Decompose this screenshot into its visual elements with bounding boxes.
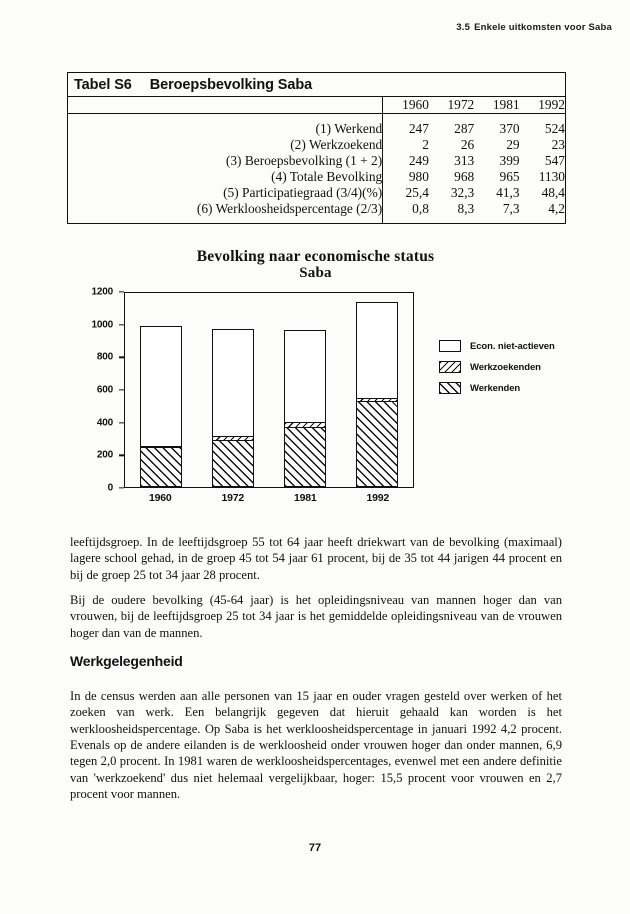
cell-werkloosheidspercentage-1960: 0,8 [412, 201, 429, 216]
cell-werkloosheidspercentage-1992: 4,2 [548, 201, 565, 216]
y-tick-0: 0 [107, 482, 113, 494]
section-heading-werkgelegenheid: Werkgelegenheid [70, 653, 183, 669]
paragraph-employment: In de census werden aan alle personen van 15 jaar en ouder vragen gesteld over werken of het zoeken van werk. Een belangrijk gegeven dat hieruit gehaald kan worden is het werkloosheidspercentage. Op Saba is het werkloosheidspercentage in januari 1992 4,2 procent. Evenals op de andere eilanden is de werkloosheid onder vrouwen hoger dan onder mannen, 6,9 tegen 2,0 procent. In 1981 waren de werkloosheidspercentages, evenwel met een andere definitie van 'werkzoekend' dus niet helemaal vergelijkbaar, hoger: 15,5 procent voor vrouwen en 2,7 procent voor mannen. [70, 689, 562, 802]
row-label-werkend: (1) Werkend [68, 121, 383, 137]
table-corner-cell [68, 97, 383, 114]
chart-title-group [67, 248, 564, 282]
bar-segment-werkenden-1992 [356, 401, 398, 487]
x-tick-1972: 1972 [221, 492, 245, 504]
cell-werkloosheidspercentage-1972: 8,3 [457, 201, 475, 216]
table-header-row [68, 97, 565, 114]
cell-participatiegraad-1972: 32,3 [450, 185, 475, 200]
legend-label-niet-actieven: Econ. niet-actieven [470, 340, 555, 352]
cell-werkend-1981: 370 [499, 121, 520, 136]
legend-item-werkenden [439, 382, 609, 394]
cell-totale-bevolking-1981: 965 [499, 169, 520, 184]
population-status-chart [67, 248, 564, 526]
column-header-1972: 1972 [429, 97, 474, 114]
y-tick-1200: 1200 [91, 286, 113, 298]
bar-group-1981 [284, 293, 326, 487]
table-row [68, 169, 565, 185]
bar-segment-werkenden-1981 [284, 427, 326, 487]
bar-segment-niet-actieven-1992 [356, 302, 398, 397]
chart-plot-area [124, 292, 414, 488]
table-row [68, 153, 565, 169]
cell-participatiegraad-1960: 25,4 [405, 185, 429, 200]
column-header-1992: 1992 [520, 97, 565, 114]
cell-werkloosheidspercentage-1981: 7,3 [502, 201, 520, 216]
row-label-werkzoekend: (2) Werkzoekend [68, 137, 383, 153]
row-label-totale-bevolking: (4) Totale Bevolking [68, 169, 383, 185]
chart-bars [125, 293, 413, 487]
cell-totale-bevolking-1960: 980 [408, 169, 429, 184]
body-paragraph-2-wrap [70, 592, 562, 653]
table-bottom-pad [68, 217, 565, 223]
cell-beroepsbevolking-1960: 249 [408, 153, 429, 168]
cell-werkzoekend-1981: 29 [506, 137, 520, 152]
bar-segment-niet-actieven-1960 [140, 326, 182, 445]
bar-segment-niet-actieven-1972 [212, 329, 254, 436]
bar-group-1960 [140, 293, 182, 487]
cell-werkend-1972: 287 [454, 121, 475, 136]
y-tick-600: 600 [96, 384, 113, 396]
cell-totale-bevolking-1972: 968 [454, 169, 475, 184]
chart-title: Bevolking naar economische status [196, 248, 435, 265]
cell-werkzoekend-1992: 23 [551, 137, 565, 152]
chart-legend [439, 340, 609, 403]
table-spacer [68, 114, 565, 122]
section-heading-wrap [70, 652, 562, 680]
y-tick-800: 800 [96, 351, 113, 363]
table-s6-grid [68, 97, 565, 223]
chart-plot-wrapper [67, 286, 564, 524]
cell-werkzoekend-1960: 2 [422, 137, 429, 152]
header-section-number: 3.5 [456, 22, 471, 33]
running-header [456, 22, 612, 33]
x-tick-1992: 1992 [366, 492, 390, 504]
legend-swatch-werkenden [439, 382, 461, 394]
cell-beroepsbevolking-1992: 547 [544, 153, 565, 168]
bar-segment-werkenden-1972 [212, 440, 254, 487]
cell-werkend-1992: 524 [544, 121, 565, 136]
legend-label-werkenden: Werkenden [470, 382, 521, 394]
table-label: Tabel S6 [74, 77, 132, 93]
y-tick-200: 200 [96, 449, 113, 461]
cell-beroepsbevolking-1972: 313 [454, 153, 475, 168]
row-label-beroepsbevolking: (3) Beroepsbevolking (1 + 2) [68, 153, 383, 169]
bar-segment-werkenden-1960 [140, 447, 182, 487]
row-label-participatiegraad: (5) Participatiegraad (3/4)(%) [68, 185, 383, 201]
cell-participatiegraad-1981: 41,3 [496, 185, 520, 200]
legend-label-werkzoekenden: Werkzoekenden [470, 361, 541, 373]
x-axis-labels [124, 492, 414, 504]
legend-swatch-niet-actieven [439, 340, 461, 352]
y-axis-labels [67, 286, 119, 494]
table-row [68, 201, 565, 217]
x-tick-1960: 1960 [148, 492, 172, 504]
legend-swatch-werkzoekenden [439, 361, 461, 373]
legend-item-niet-actieven [439, 340, 609, 352]
page-number: 77 [308, 842, 322, 854]
legend-item-werkzoekenden [439, 361, 609, 373]
body-paragraph-1-wrap [70, 534, 562, 595]
cell-participatiegraad-1992: 48,4 [541, 185, 565, 200]
table-s6 [67, 72, 566, 224]
cell-werkzoekend-1972: 26 [460, 137, 475, 152]
bar-group-1972 [212, 293, 254, 487]
row-label-werkloosheidspercentage: (6) Werkloosheidspercentage (2/3) [68, 201, 383, 217]
table-row [68, 137, 565, 153]
table-title-bar [68, 73, 565, 97]
body-paragraph-3-wrap [70, 688, 562, 815]
table-row [68, 185, 565, 201]
table-row [68, 121, 565, 137]
paragraph-education-gender: Bij de oudere bevolking (45-64 jaar) is het opleidingsniveau van mannen hoger dan van vrouwen, bij de leeftijdsgroep 25 tot 34 jaar is het gemiddelde opleidingsniveau van de vrouwen hoger dan van de mannen. [70, 593, 562, 640]
column-header-1981: 1981 [474, 97, 519, 114]
y-tick-1000: 1000 [91, 319, 113, 331]
table-title: Beroepsbevolking Saba [149, 77, 313, 93]
bar-group-1992 [356, 293, 398, 487]
bar-segment-niet-actieven-1981 [284, 330, 326, 422]
chart-subtitle: Saba [299, 265, 332, 282]
x-tick-1981: 1981 [293, 492, 317, 504]
y-tick-400: 400 [96, 417, 113, 429]
header-section-title: Enkele uitkomsten voor Saba [474, 22, 612, 33]
cell-beroepsbevolking-1981: 399 [499, 153, 520, 168]
column-header-1960: 1960 [383, 97, 429, 114]
cell-totale-bevolking-1992: 1130 [538, 169, 565, 184]
paragraph-education-age-groups: leeftijdsgroep. In de leeftijdsgroep 55 tot 64 jaar heeft driekwart van de bevolking (maximaal) lagere school gehad, in de groep 45 tot 54 jaar 61 procent, bij de 35 tot 44 jarigen 44 procent en bij de groep 25 tot 34 jaar 28 procent. [70, 535, 562, 582]
cell-werkend-1960: 247 [408, 121, 429, 136]
